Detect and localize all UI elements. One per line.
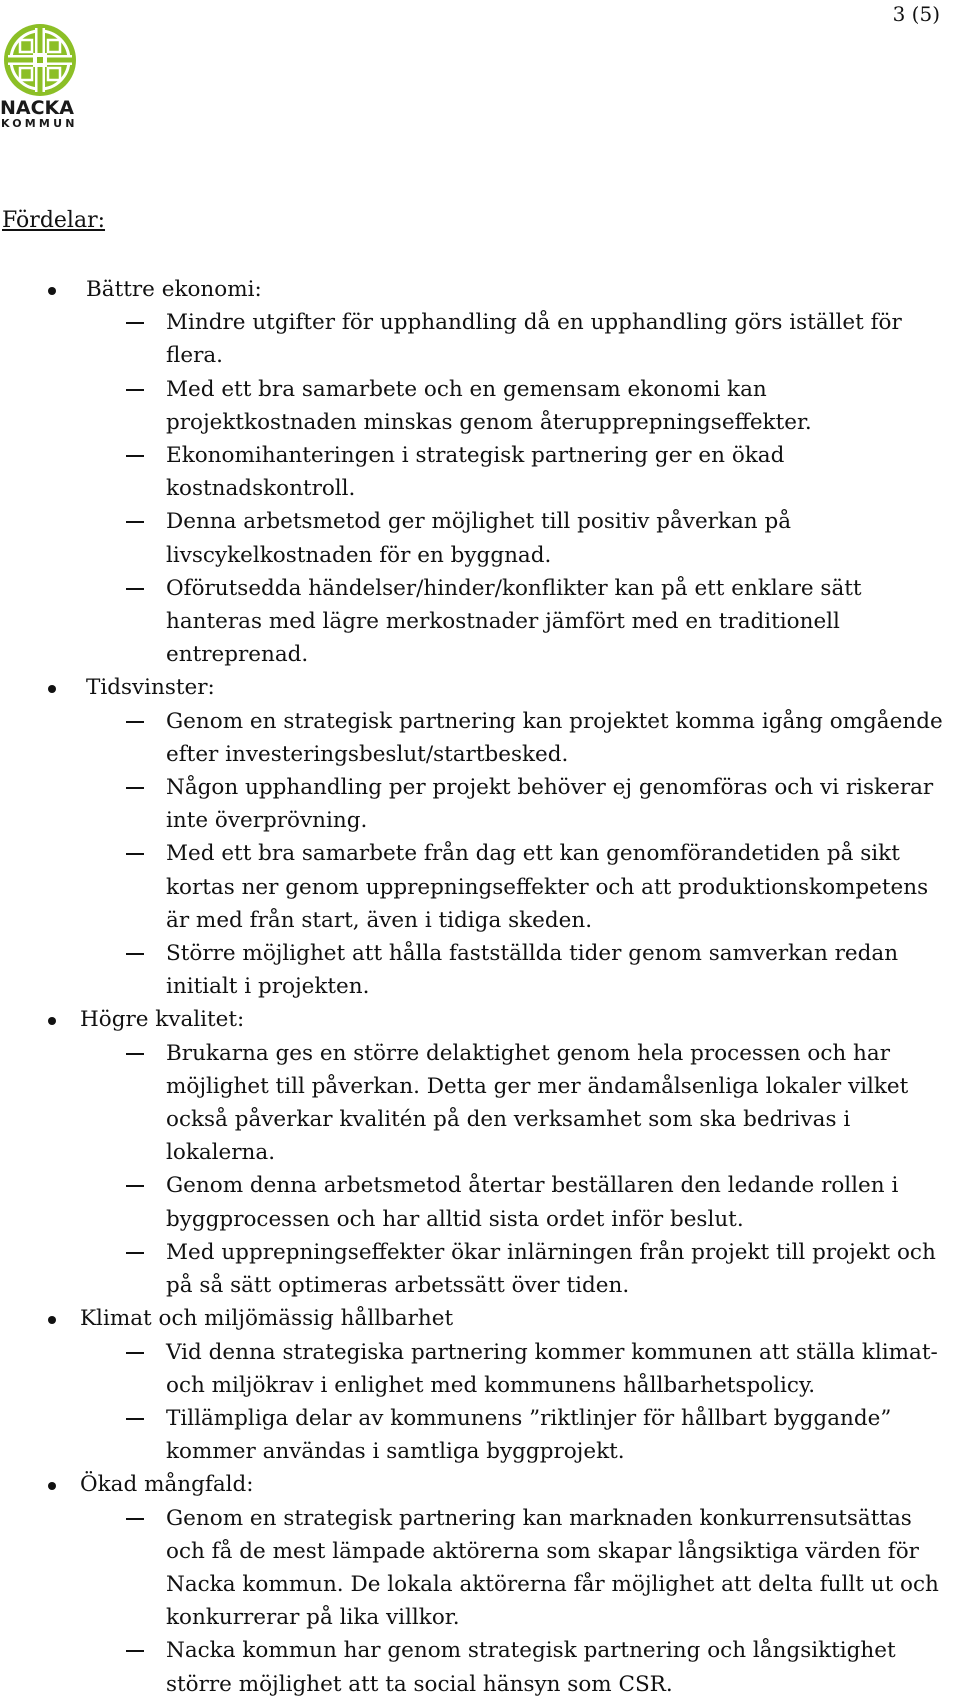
bullet-icon (48, 1017, 56, 1025)
page-number: 3 (5) (892, 2, 940, 26)
dash-icon (126, 1185, 144, 1187)
group-title: Klimat och miljömässig hållbarhet (0, 1302, 960, 1335)
dash-icon (126, 1518, 144, 1520)
bullet-icon (48, 1482, 56, 1490)
dash-icon (126, 1650, 144, 1652)
dash-icon (126, 953, 144, 955)
logo-subtitle: KOMMUN (1, 117, 78, 130)
group-title: Bättre ekonomi: (0, 273, 960, 306)
dash-icon (126, 455, 144, 457)
list-item: Med ett bra samarbete och en gemensam ekonomi kan projektkostnaden minskas genom återupprepningseffekter. (0, 373, 960, 439)
list-item: Genom en strategisk partnering kan marknaden konkurrensutsättas och få de mest lämpade aktörerna som skapar långsiktiga värden för Nacka kommun. De lokala aktörerna får möjlighet att delta fullt ut och konkurrerar på lika villkor. (0, 1502, 960, 1635)
group-title: Tidsvinster: (0, 671, 960, 704)
group-kvalitet (0, 1003, 960, 1302)
municipal-emblem-icon (2, 22, 78, 98)
group-title: Högre kvalitet: (0, 1003, 960, 1036)
list-item: Vid denna strategiska partnering kommer kommunen att ställa klimat- och miljökrav i enlighet med kommunens hållbarhetspolicy. (0, 1336, 960, 1402)
section-heading: Fördelar: (2, 208, 106, 233)
group-ekonomi (0, 273, 960, 671)
benefits-list (0, 273, 960, 1701)
list-item: Större möjlighet att hålla fastställda tider genom samverkan redan initialt i projekten. (0, 937, 960, 1003)
list-item: Brukarna ges en större delaktighet genom hela processen och har möjlighet till påverkan. Detta ger mer ändamålsenliga lokaler vilket också påverkar kvalitén på den verksamhet som ska bedrivas i lokalerna. (0, 1037, 960, 1170)
list-item: Nacka kommun har genom strategisk partnering och långsiktighet större möjlighet att ta social hänsyn som CSR. (0, 1634, 960, 1700)
dash-icon (126, 521, 144, 523)
nacka-kommun-logo (0, 22, 80, 132)
list-item: Denna arbetsmetod ger möjlighet till positiv påverkan på livscykelkostnaden för en byggnad. (0, 505, 960, 571)
list-item: Oförutsedda händelser/hinder/konflikter kan på ett enklare sätt hanteras med lägre merkostnader jämfört med en traditionell entreprenad. (0, 572, 960, 672)
list-item: Med upprepningseffekter ökar inlärningen från projekt till projekt och på så sätt optimeras arbetssätt över tiden. (0, 1236, 960, 1302)
list-item: Genom denna arbetsmetod återtar beställaren den ledande rollen i byggprocessen och har alltid sista ordet inför beslut. (0, 1169, 960, 1235)
dash-icon (126, 389, 144, 391)
group-tidsvinster (0, 671, 960, 1003)
group-klimat (0, 1302, 960, 1468)
dash-icon (126, 721, 144, 723)
dash-icon (126, 1418, 144, 1420)
group-title: Ökad mångfald: (0, 1468, 960, 1501)
dash-icon (126, 787, 144, 789)
list-item: Med ett bra samarbete från dag ett kan genomförandetiden på sikt kortas ner genom upprepningseffekter och att produktionskompetens är med från start, även i tidiga skeden. (0, 837, 960, 937)
group-mangfald (0, 1468, 960, 1700)
dash-icon (126, 1053, 144, 1055)
dash-icon (126, 853, 144, 855)
list-item: Mindre utgifter för upphandling då en upphandling görs istället för flera. (0, 306, 960, 372)
list-item: Tillämpliga delar av kommunens ”riktlinjer för hållbart byggande” kommer användas i samtliga byggprojekt. (0, 1402, 960, 1468)
dash-icon (126, 1252, 144, 1254)
bullet-icon (48, 287, 56, 295)
bullet-icon (48, 685, 56, 693)
list-item: Genom en strategisk partnering kan projektet komma igång omgående efter investeringsbeslut/startbesked. (0, 705, 960, 771)
dash-icon (126, 322, 144, 324)
bullet-icon (48, 1316, 56, 1324)
list-item: Någon upphandling per projekt behöver ej genomföras och vi riskerar inte överprövning. (0, 771, 960, 837)
logo-name: NACKA (0, 97, 74, 119)
dash-icon (126, 1352, 144, 1354)
list-item: Ekonomihanteringen i strategisk partnering ger en ökad kostnadskontroll. (0, 439, 960, 505)
dash-icon (126, 588, 144, 590)
